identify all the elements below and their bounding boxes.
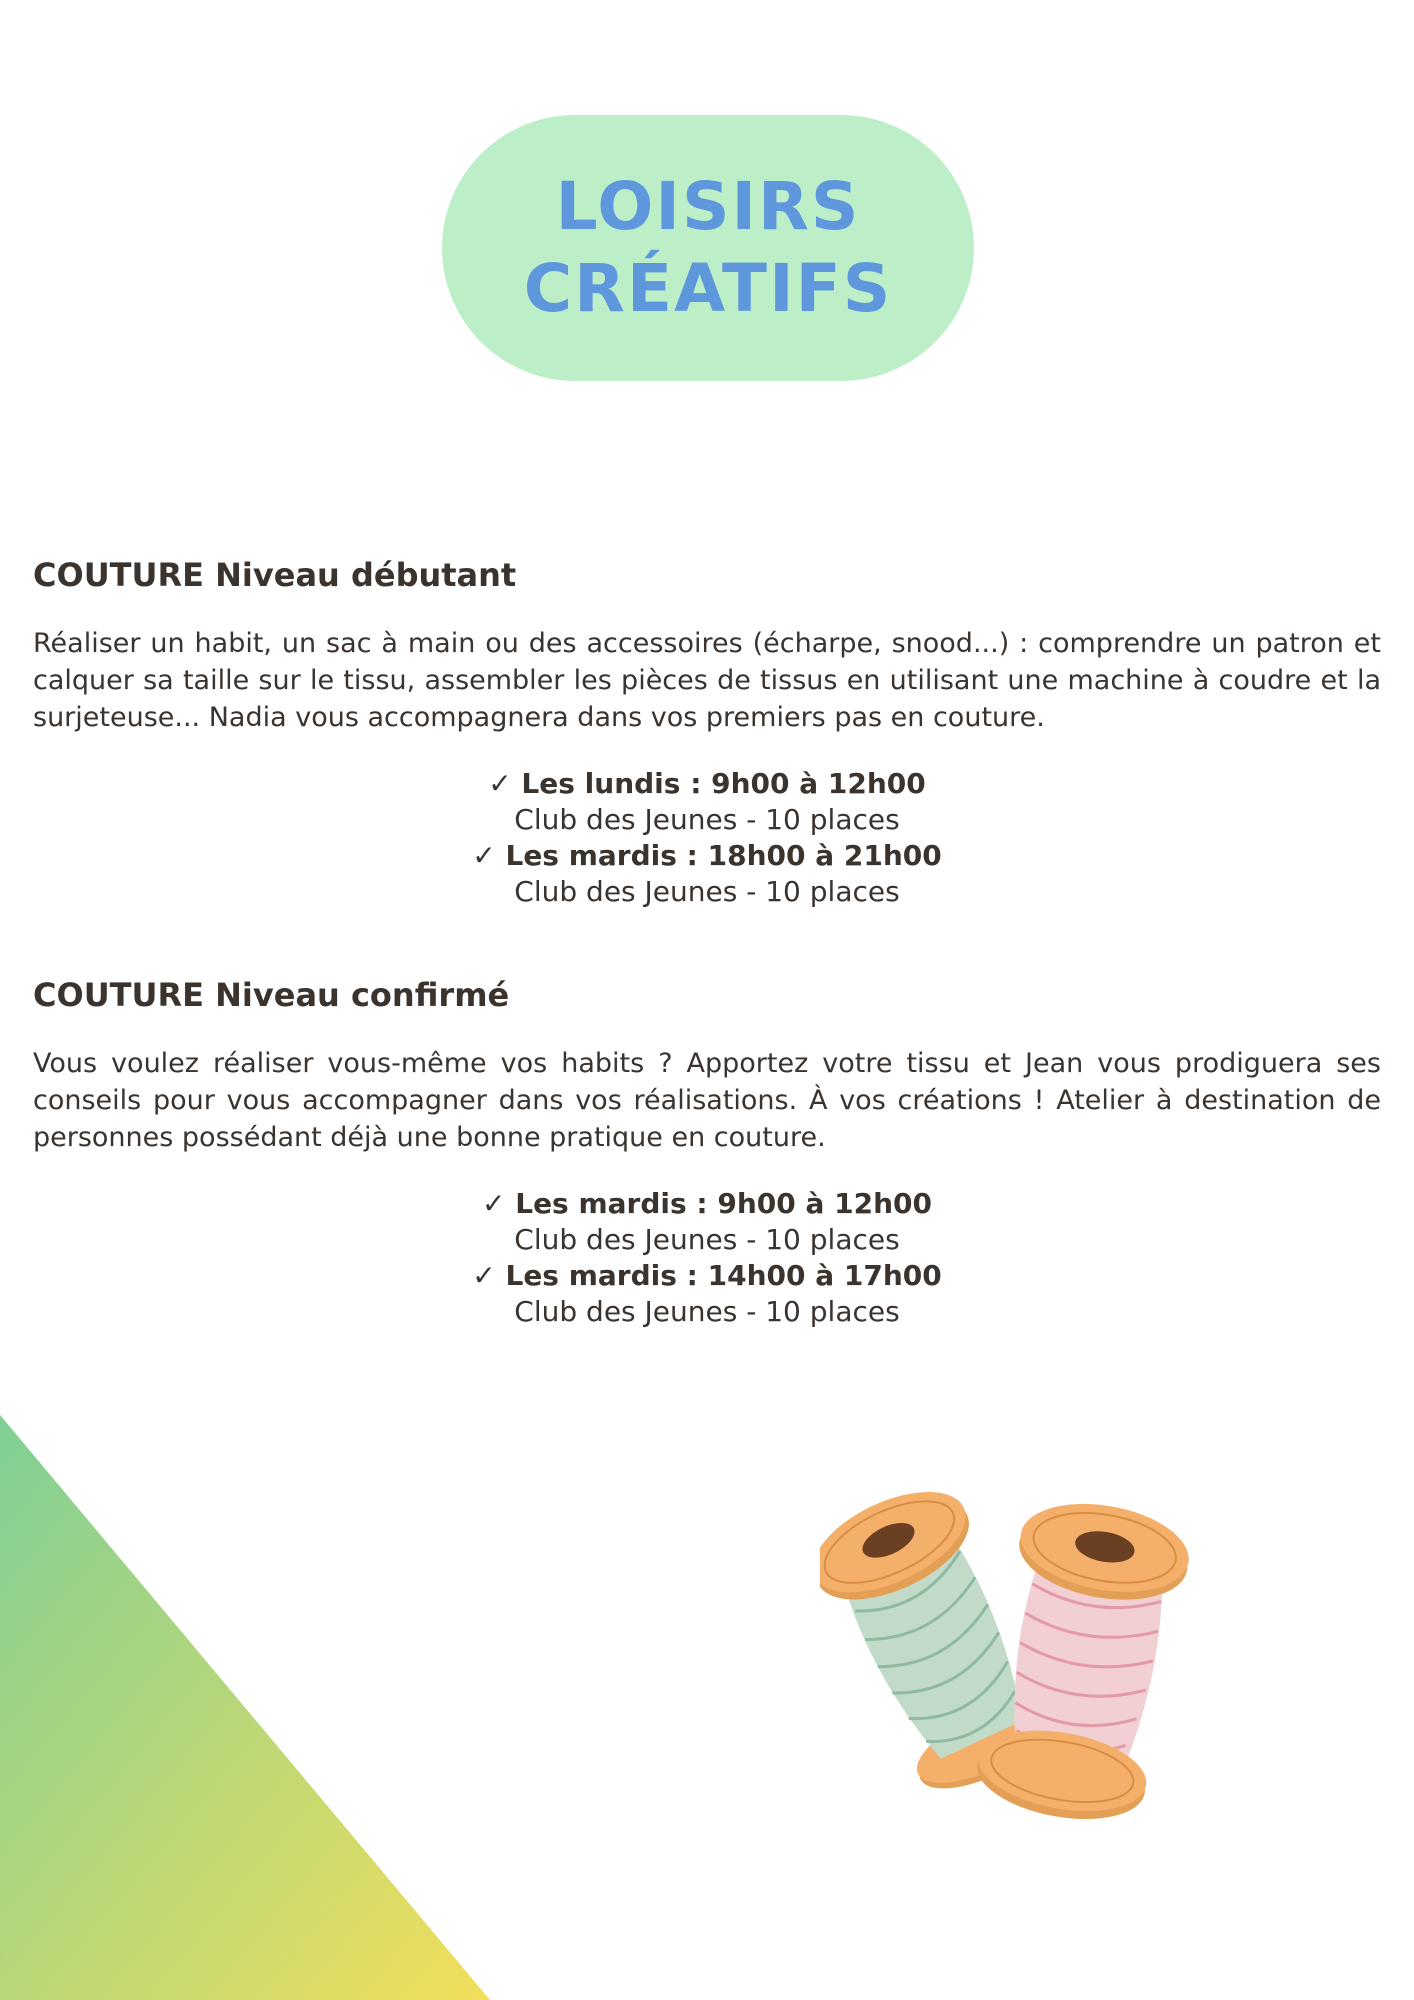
session-time: ✓ Les lundis : 9h00 à 12h00 — [488, 767, 926, 800]
session-place: Club des Jeunes - 10 places — [514, 875, 900, 908]
section-couture-debutant — [33, 555, 1381, 910]
session-time: ✓ Les mardis : 9h00 à 12h00 — [482, 1187, 932, 1220]
session-list — [33, 1186, 1381, 1330]
title-line-1: LOISIRS — [555, 168, 861, 245]
session-time: ✓ Les mardis : 14h00 à 17h00 — [472, 1259, 942, 1292]
session-list — [33, 766, 1381, 910]
session-time: ✓ Les mardis : 18h00 à 21h00 — [472, 839, 942, 872]
session-place: Club des Jeunes - 10 places — [514, 1295, 900, 1328]
section-title: COUTURE Niveau confirmé — [33, 976, 510, 1014]
thread-spools-icon — [820, 1470, 1210, 1830]
session-place: Club des Jeunes - 10 places — [514, 1223, 900, 1256]
section-title: COUTURE Niveau débutant — [33, 556, 517, 594]
section-couture-confirme — [33, 975, 1381, 1330]
section-description: Réaliser un habit, un sac à main ou des accessoires (écharpe, snood...) : comprendre un patron et calquer sa taille sur le tissu, assembler les pièces de tissus en utilisant une machine à coudre et la surjeteuse... Nadia vous accompagnera dans vos premiers pas en couture. — [33, 628, 1381, 733]
session-place: Club des Jeunes - 10 places — [514, 803, 900, 836]
title-badge — [442, 115, 974, 381]
gradient-corner-decoration — [0, 1415, 490, 2000]
section-description: Vous voulez réaliser vous-même vos habits ? Apportez votre tissu et Jean vous prodiguera ses conseils pour vous accompagner dans vos réalisations. À vos créations ! Atelier à destination de personnes possédant déjà une bonne pratique en couture. — [33, 1048, 1381, 1153]
title-line-2: CRÉATIFS — [523, 250, 893, 327]
